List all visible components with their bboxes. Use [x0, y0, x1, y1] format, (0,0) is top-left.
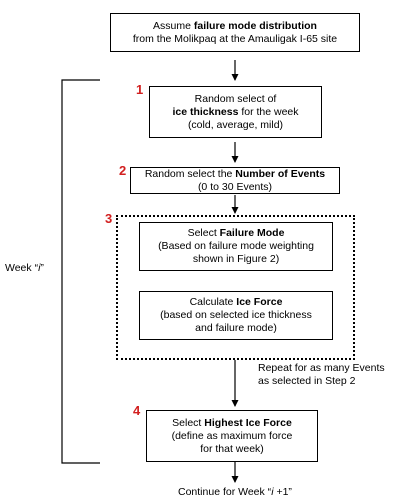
start-box-text: Assume: [153, 19, 194, 32]
step4-bold-text: Highest Ice Force: [204, 416, 292, 429]
repeat-note: [258, 362, 385, 388]
ice-force-line3: and failure mode): [195, 322, 277, 334]
step1-line3: (cold, average, mild): [187, 118, 284, 131]
step1-text: for the week: [238, 105, 299, 118]
week-bracket: [62, 80, 100, 463]
start-box-line2: from the Molikpaq at the Amauligak I-65 site: [132, 32, 338, 45]
step-number-3: 3: [105, 211, 113, 226]
failure-mode-line3: shown in Figure 2): [192, 253, 280, 265]
continue-label: [178, 486, 292, 499]
failure-mode-line2: (Based on failure mode weighting: [158, 240, 314, 252]
step1-bold-text: ice thickness: [172, 105, 239, 118]
step-number-4: 4: [133, 403, 141, 418]
ice-force-text: Calculate: [189, 296, 237, 308]
week-label: [5, 262, 44, 275]
step4-text: Select: [172, 416, 205, 429]
ice-force-bold-text: Ice Force: [236, 296, 283, 308]
step1-line1: Random select of: [194, 92, 277, 105]
ice-force-line2: (based on selected ice thickness: [160, 309, 312, 321]
continue-label-variable: i: [271, 486, 274, 498]
step4-line1: [172, 417, 292, 430]
failure-mode-line1: [188, 227, 285, 240]
week-label-variable: i: [38, 262, 41, 274]
week-label-prefix: Week “: [5, 262, 39, 274]
step2-line2: (0 to 30 Events): [197, 180, 273, 193]
repeat-note-line2: as selected in Step 2: [258, 375, 356, 387]
step-number-2: 2: [119, 163, 127, 178]
continue-label-prefix: Continue for Week “: [178, 486, 272, 498]
continue-label-suffix: +1”: [273, 486, 292, 498]
failure-mode-bold-text: Failure Mode: [219, 227, 285, 239]
step4-line3: for that week): [200, 442, 264, 455]
ice-force-box: [139, 291, 333, 340]
step4-box: [146, 410, 318, 462]
step-number-1: 1: [136, 82, 144, 97]
start-box-line1: [153, 20, 317, 33]
step4-line2: (define as maximum force: [171, 429, 293, 442]
step1-box: [149, 86, 322, 138]
failure-mode-box: [139, 222, 333, 271]
step2-text: Random select the: [144, 167, 236, 180]
repeat-note-line1: Repeat for as many Events: [258, 362, 385, 374]
step1-line2: [172, 106, 298, 119]
step2-bold-text: Number of Events: [235, 167, 326, 180]
ice-force-line1: [190, 296, 283, 309]
start-box-bold-text: failure mode distribution: [193, 19, 317, 32]
step2-line1: [145, 168, 325, 181]
failure-mode-text: Select: [187, 227, 220, 239]
step2-box: [130, 167, 340, 194]
start-box: [110, 13, 360, 52]
week-label-suffix: ”: [40, 262, 44, 274]
